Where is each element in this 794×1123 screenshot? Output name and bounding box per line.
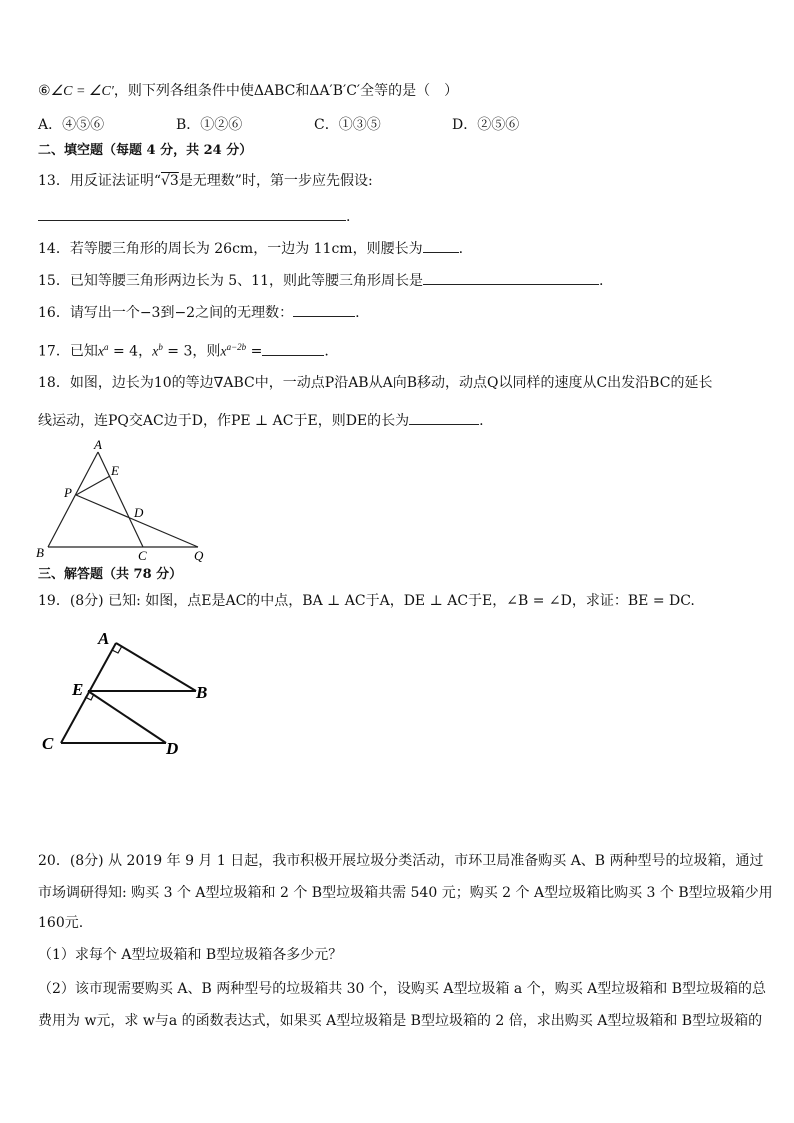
q12-condition-line [38, 82, 458, 101]
label-c: C [42, 734, 54, 753]
q14-text: 14．若等腰三角形的周长为 26cm，一边为 11cm，则腰长为 [38, 241, 423, 257]
q12-text: ，则下列各组条件中使ΔABC和ΔA′B′C′全等的是（ ） [113, 83, 459, 99]
segment-ac [98, 452, 143, 547]
q19-text: 19．(8分) 已知: 如图，点E是AC的中点，BA ⊥ AC于A，DE ⊥ AC于E，∠B = ∠D，求证：BE = DC. [38, 593, 695, 609]
option-d: D．②⑤⑥ [452, 117, 520, 133]
label-c: C [138, 548, 147, 563]
q17-exp-2: b [158, 342, 163, 352]
q17-base-1: x [97, 344, 105, 360]
segment-pe [76, 476, 110, 495]
q15-answer-blank[interactable] [423, 270, 599, 285]
q17-exp-3: a−2b [226, 342, 247, 352]
q17-base-3: x [220, 344, 227, 360]
segment-ac [61, 643, 116, 743]
q17-line [38, 338, 329, 362]
label-e: E [72, 680, 84, 699]
option-c: C．①③⑤ [314, 117, 381, 133]
q17-exp-1: a [104, 342, 109, 352]
option-b: B．①②⑥ [176, 117, 243, 133]
q20-subquestion-1: （1）求每个 A型垃圾箱和 B型垃圾箱各多少元？ [38, 947, 343, 963]
q16-line [38, 302, 360, 322]
q16-answer-blank[interactable] [293, 302, 355, 317]
label-e: E [111, 463, 119, 478]
segment-pq [76, 495, 198, 547]
q16-period: . [355, 305, 360, 321]
q17-eq-3: = [246, 343, 263, 360]
option-a: A．④⑤⑥ [38, 117, 105, 133]
q16-text: 16．请写出一个−3到−2之间的无理数： [38, 305, 294, 321]
circled-number: ⑥ [38, 83, 51, 99]
q18-line-1: 18．如图，边长为10的等边∇ABC中，一动点P沿AB从A向B移动，动点Q以同样的速度从C出发沿BC的延长 [38, 375, 713, 391]
sqrt3: √3 [160, 173, 179, 189]
q13-text-end: 是无理数”时，第一步应先假设: [178, 173, 373, 189]
section-title-solutions: 三、解答题（共 78 分） [38, 567, 183, 582]
label-b: B [36, 545, 44, 560]
q14-period: . [458, 241, 464, 257]
q19-figure [36, 626, 226, 766]
label-q: Q [194, 548, 204, 563]
q20-subquestion-2-line-1: （2）该市现需要购买 A、B 两种型号的垃圾箱共 30 个，设购买 A型垃圾箱 a 个，购买 A型垃圾箱和 B型垃圾箱的总 [38, 981, 767, 997]
q17-period: . [324, 343, 329, 360]
q18-period: . [479, 413, 484, 429]
q20-line-3: 160元. [38, 915, 84, 931]
label-d: D [166, 739, 179, 758]
q14-line [38, 238, 463, 258]
q20-line-2: 市场调研得知: 购买 3 个 A型垃圾箱和 2 个 B型垃圾箱共需 540 元；购买 2 个 A型垃圾箱比购买 3 个 B型垃圾箱少用 [38, 885, 773, 901]
q13-period: . [346, 209, 351, 225]
q20-subquestion-2-line-2: 费用为 w元，求 w与a 的函数表达式，如果买 A型垃圾箱是 B型垃圾箱的 2 倍，求出购买 A型垃圾箱和 B型垃圾箱的 [38, 1013, 763, 1029]
q13-answer-blank[interactable] [38, 206, 346, 221]
q17-base-2: x [152, 344, 159, 360]
label-p: P [64, 485, 72, 500]
q15-text: 15．已知等腰三角形两边长为 5、11，则此等腰三角形周长是 [38, 273, 423, 289]
q18-triangle-figure [30, 438, 220, 566]
q13-text-start: 13．用反证法证明“ [38, 173, 161, 189]
label-d: D [134, 505, 144, 520]
q13-answer-line [38, 206, 350, 226]
label-a: A [94, 438, 102, 452]
q13-text [38, 172, 373, 190]
q18-text: 线运动，连PQ交AC边于D，作PE ⊥ AC于E，则DE的长为 [38, 413, 410, 429]
q17-eq-2: = 3，则 [162, 343, 221, 360]
segment-ab [116, 643, 196, 691]
q17-answer-blank[interactable] [262, 341, 324, 356]
q15-line [38, 270, 603, 290]
q14-answer-blank[interactable] [423, 238, 459, 253]
label-b: B [196, 683, 208, 702]
q17-text: 17．已知 [38, 343, 98, 360]
segment-ab [48, 452, 98, 547]
q18-line-2 [38, 410, 484, 430]
label-a: A [98, 629, 110, 648]
q18-answer-blank[interactable] [409, 410, 479, 425]
q17-eq-1: = 4， [108, 343, 153, 360]
section-title-fill-in: 二、填空题（每题 4 分，共 24 分） [38, 143, 253, 158]
q15-period: . [599, 273, 604, 289]
angle-condition: ∠C = ∠C′ [50, 84, 114, 99]
q20-line-1: 20．(8分) 从 2019 年 9 月 1 日起，我市积极开展垃圾分类活动，市环卫局准备购买 A、B 两种型号的垃圾箱，通过 [38, 853, 764, 869]
segment-ed [88, 691, 166, 743]
